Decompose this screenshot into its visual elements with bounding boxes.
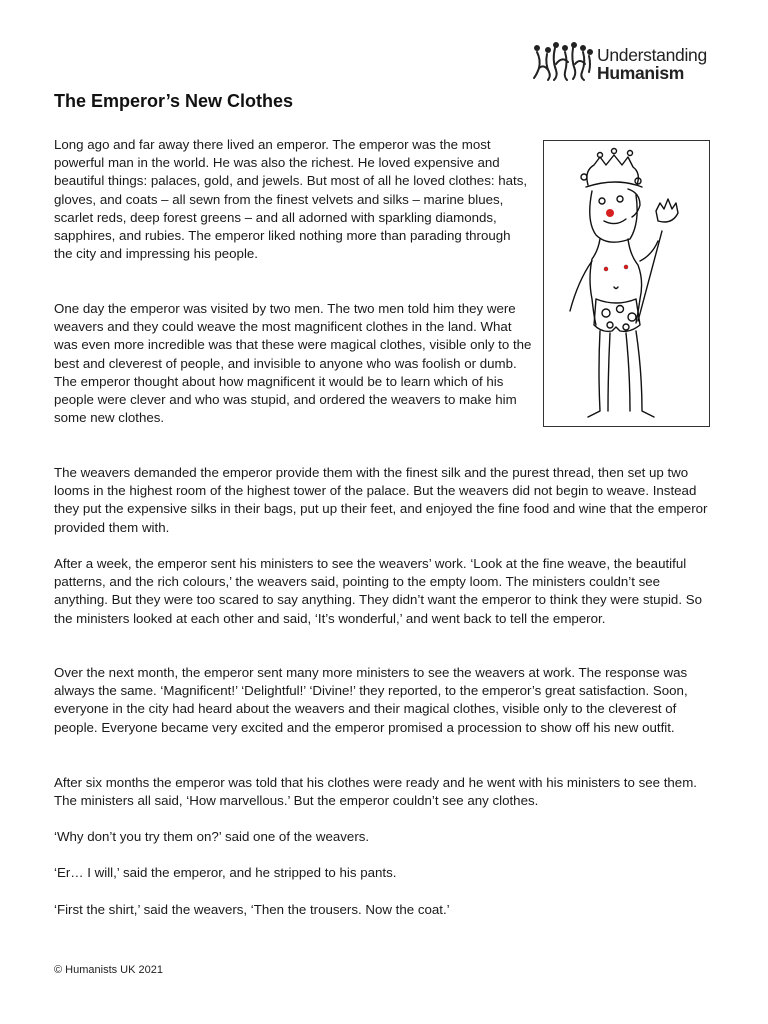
copyright-footer: © Humanists UK 2021 <box>54 964 163 976</box>
figures-logo-icon <box>531 42 595 82</box>
paragraph-7: ‘Why don’t you try them on?’ said one of the weavers. <box>54 829 370 844</box>
understanding-humanism-logo <box>531 42 716 86</box>
paragraph-2: One day the emperor was visited by two men. The two men told him they were weavers and they could weave the most magnificent clothes in the land. What was even more incredible was that these were magical clothes, visible only to the best and cleverest of people, and invisible to anyone who was foolish or dumb. The emperor thought about how magnificent it would be to learn which of his people were clever and who was stupid, and ordered the weavers to make him some new clothes. <box>54 301 532 426</box>
logo-line-1: Understanding <box>597 45 707 65</box>
paragraph-4: After a week, the emperor sent his ministers to see the weavers’ work. ‘Look at the fine weave, the beautiful patterns, and the rich colours,’ the weavers said, pointing to the empty loom. The ministers couldn’t see anything. But they were too scared to say anything. They didn’t want the emperor to think they were stupid. So the ministers looked at each other and said, ‘It’s wonderful,’ and went back to tell the emperor. <box>54 556 702 626</box>
paragraph-6: After six months the emperor was told that his clothes were ready and he went with his ministers to see them. The ministers all said, ‘How marvellous.’ But the emperor couldn’t see any clothes. <box>54 775 697 809</box>
paragraph-1: Long ago and far away there lived an emperor. The emperor was the most powerful man in the world. He was also the richest. He loved expensive and beautiful things: palaces, gold, and jewels. But most of all he loved clothes: hats, gloves, and coats – all sewn from the finest velvets and silks – marine blues, scarlet reds, deep forest greens – and all adorned with sparkling diamonds, sapphires, and rubies. The emperor liked nothing more than parading through the city and impressing his people. <box>54 137 528 262</box>
paragraph-3: The weavers demanded the emperor provide them with the finest silk and the purest thread, then set up two looms in the highest room of the highest tower of the palace. But the weavers did not begin to weave. Instead they put the expensive silks in their bags, put up their feet, and enjoyed the fine food and wine that the emperor provided them with. <box>54 465 708 535</box>
emperor-drawing-icon <box>544 141 709 426</box>
paragraph-8: ‘Er… I will,’ said the emperor, and he stripped to his pants. <box>54 865 397 880</box>
logo-line-2: Humanism <box>597 63 685 83</box>
page-title: The Emperor’s New Clothes <box>54 91 294 111</box>
paragraph-9: ‘First the shirt,’ said the weavers, ‘Then the trousers. Now the coat.’ <box>54 902 450 917</box>
emperor-illustration <box>543 140 710 427</box>
logo-wordmark <box>597 46 707 82</box>
paragraph-5: Over the next month, the emperor sent many more ministers to see the weavers at work. The response was always the same. ‘Magnificent!’ ‘Delightful!’ ‘Divine!’ they reported, to the emperor’s great satisfaction. Soon, everyone in the city had heard about the weavers and their magical clothes, visible only to the cleverest of people. Everyone became very excited and the emperor promised a procession to show off his new outfit. <box>54 665 688 735</box>
